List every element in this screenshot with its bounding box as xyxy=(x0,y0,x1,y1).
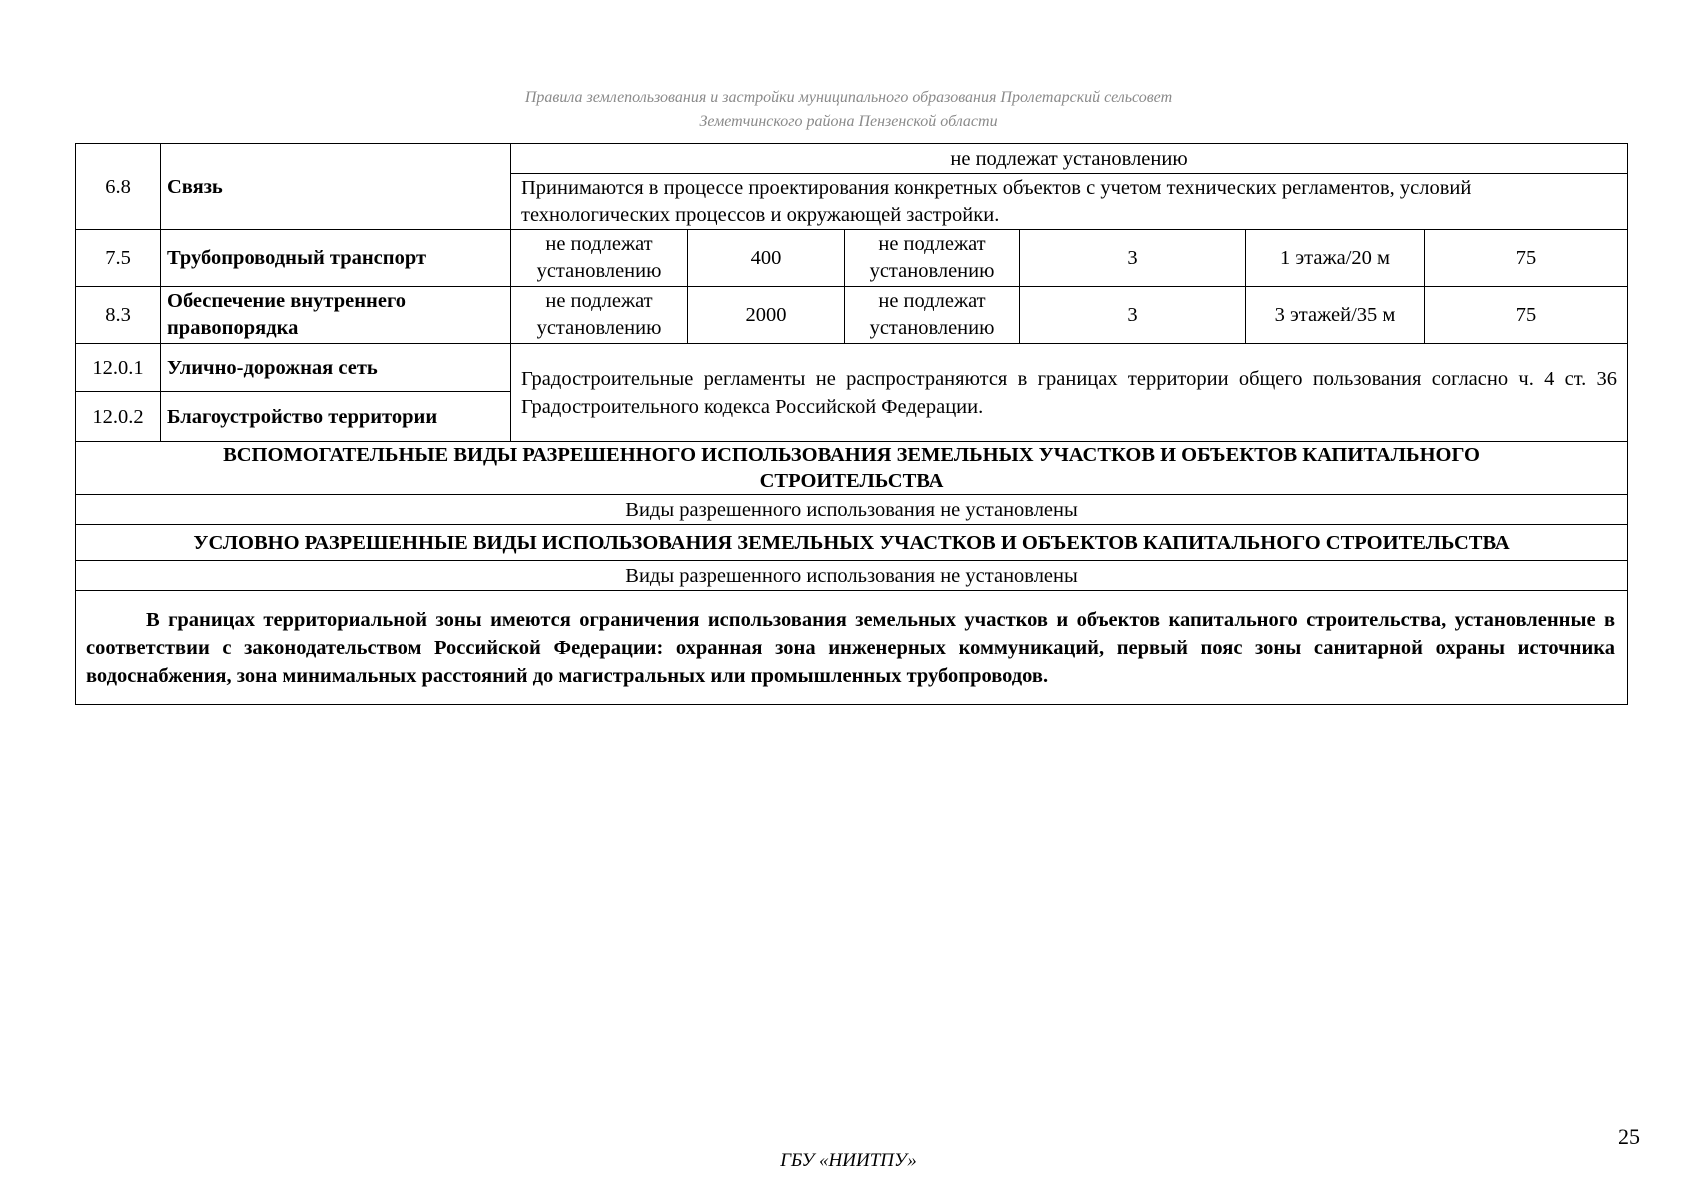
design-note-cell: Принимаются в процессе проектирования конкретных объектов с учетом технических регламентов, условий технологических процессов и окружающей застройки. xyxy=(511,174,1628,230)
param-cell: 1 этажа/20 м xyxy=(1246,230,1425,287)
row-code: 7.5 xyxy=(76,230,161,287)
table-row xyxy=(76,495,1628,525)
row-name: Благоустройство территории xyxy=(161,392,511,442)
row-name: Улично-дорожная сеть xyxy=(161,344,511,392)
param-cell: не подлежат установлению xyxy=(845,287,1020,344)
table-row xyxy=(76,144,1628,174)
row-name: Трубопроводный транспорт xyxy=(161,230,511,287)
param-cell: 75 xyxy=(1425,287,1628,344)
param-cell: не подлежат установлению xyxy=(511,230,688,287)
table-row xyxy=(76,230,1628,287)
table-row xyxy=(76,344,1628,392)
param-cell: 3 этажей/35 м xyxy=(1246,287,1425,344)
auxiliary-uses-heading: ВСПОМОГАТЕЛЬНЫЕ ВИДЫ РАЗРЕШЕННОГО ИСПОЛЬЗОВАНИЯ ЗЕМЕЛЬНЫХ УЧАСТКОВ И ОБЪЕКТОВ КАПИТАЛЬНОГО СТРОИТЕЛЬСТВА xyxy=(76,442,1628,495)
param-cell: 2000 xyxy=(688,287,845,344)
table-row xyxy=(76,442,1628,495)
row-code: 6.8 xyxy=(76,144,161,230)
row-code: 8.3 xyxy=(76,287,161,344)
page-number: 25 xyxy=(1618,1124,1640,1149)
public-territory-note: Градостроительные регламенты не распространяются в границах территории общего пользования согласно ч. 4 ст. 36 Градостроительного кодекса Российской Федерации. xyxy=(511,344,1628,442)
not-subject-cell: не подлежат установлению xyxy=(511,144,1628,174)
param-cell: 75 xyxy=(1425,230,1628,287)
footer-organization: ГБУ «НИИТПУ» xyxy=(780,1150,917,1171)
auxiliary-uses-text: Виды разрешенного использования не установлены xyxy=(76,495,1628,525)
table-row xyxy=(76,525,1628,561)
conditional-uses-heading: УСЛОВНО РАЗРЕШЕННЫЕ ВИДЫ ИСПОЛЬЗОВАНИЯ ЗЕМЕЛЬНЫХ УЧАСТКОВ И ОБЪЕКТОВ КАПИТАЛЬНОГО СТРОИТЕЛЬСТВА xyxy=(76,525,1628,561)
table-row xyxy=(76,591,1628,705)
param-cell: не подлежат установлению xyxy=(845,230,1020,287)
row-name: Связь xyxy=(161,144,511,230)
param-cell: 400 xyxy=(688,230,845,287)
regulations-table xyxy=(75,143,1628,705)
restrictions-note: В границах территориальной зоны имеются ограничения использования земельных участков и объектов капитального строительства, установленные в соответствии с законодательством Российской Федерации: охранная зона инженерных коммуникаций, первый пояс зоны санитарной охраны источника водоснабжения, зона минимальных расстояний до магистральных или промышленных трубопроводов. xyxy=(76,591,1628,705)
row-code: 12.0.1 xyxy=(76,344,161,392)
running-header-line-2: Земетчинского района Пензенской области xyxy=(699,113,998,130)
param-cell: 3 xyxy=(1020,287,1246,344)
running-header xyxy=(0,86,1697,134)
running-header-line-1: Правила землепользования и застройки муниципального образования Пролетарский сельсовет xyxy=(524,89,1173,106)
row-code: 12.0.2 xyxy=(76,392,161,442)
table-row xyxy=(76,287,1628,344)
param-cell: не подлежат установлению xyxy=(511,287,688,344)
conditional-uses-text: Виды разрешенного использования не установлены xyxy=(76,561,1628,591)
param-cell: 3 xyxy=(1020,230,1246,287)
table-row xyxy=(76,561,1628,591)
row-name: Обеспечение внутреннего правопорядка xyxy=(161,287,511,344)
